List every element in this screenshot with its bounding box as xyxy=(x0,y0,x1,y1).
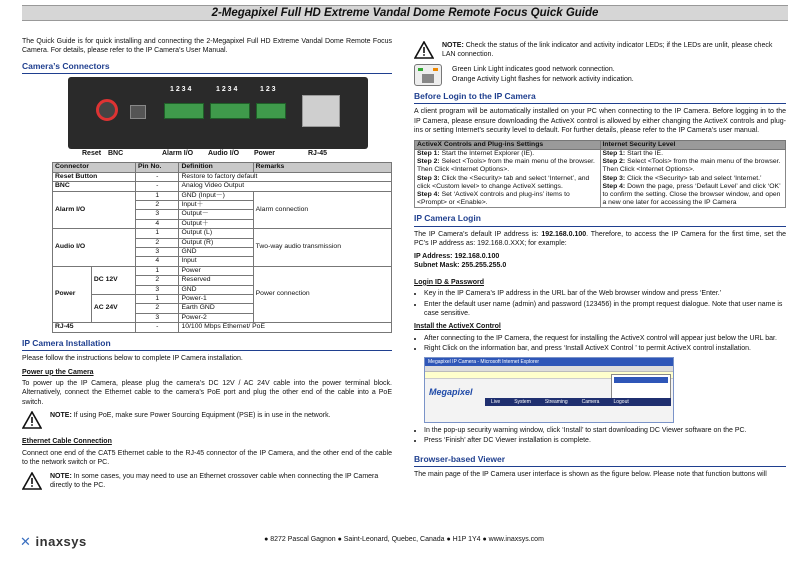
screenshot-titlebar: Megapixel IP Camera - Microsoft Internet Explorer xyxy=(425,358,673,366)
step-text: Select <Tools> from the main menu of the browser. Then Click <Internet Options>. xyxy=(602,158,781,174)
default-ip: 192.168.0.100 xyxy=(541,230,587,238)
cell: - xyxy=(135,172,179,181)
step-text: Start the IE. xyxy=(627,150,663,158)
eth-text: Connect one end of the CAT5 Ethernet cable to the RJ-45 connector of the IP Camera, and the other end of the cable to the network switch or PC. xyxy=(22,449,392,467)
power-heading: Power up the Camera xyxy=(22,368,94,376)
login-text-b: . Therefore, to access the IP Camera for the first time, set the PC’s IP address as: 192.168.0.XXX; for example: xyxy=(414,230,786,248)
tab-streaming: Streaming xyxy=(544,398,568,405)
led-note-text: Check the status of the link indicator and activity indicator LEDs; if the LEDs are unlit, please check LAN connection. xyxy=(442,42,773,59)
note-label: NOTE: xyxy=(50,412,72,420)
popup-bullets xyxy=(424,426,786,446)
th-remarks: Remarks xyxy=(253,163,391,172)
power-text: To power up the IP Camera, please plug the camera’s DC 12V / AC 24V cable into the power terminal block. Alternatively, connect the Ethernet cable to the camera’s PoE port and plug the other end of the cable into a PoE switch. xyxy=(22,380,392,406)
intro-text: The Quick Guide is for quick installing and connecting the 2-Megapixel Full HD Extreme Vandal Dome Remote Focus Camera. For details, please refer to the IP Camera’s User Manual. xyxy=(22,38,392,55)
cell: 3 xyxy=(135,313,179,322)
cell: - xyxy=(135,323,179,332)
cell: Earth GND xyxy=(179,304,253,313)
crossover-note-text: In some cases, you may need to use an Ethernet crossover cable when connecting the IP Camera directly to the PC. xyxy=(50,472,379,490)
alarm-io-terminal xyxy=(164,103,204,119)
step-text: Set ‘ActiveX controls and plug-ins’ items to <Prompt> or <Enable>. xyxy=(417,191,570,207)
crossover-note xyxy=(22,472,392,491)
label-bnc: BNC xyxy=(108,150,124,158)
settings-steps-table xyxy=(414,140,786,209)
cell: GND xyxy=(179,248,253,257)
security-steps xyxy=(600,150,786,208)
cell: Two-way audio transmission xyxy=(253,229,391,267)
tab-system: System xyxy=(514,398,531,405)
orange-led-icon xyxy=(433,68,438,71)
tab-logout: Logout xyxy=(613,398,629,405)
list-item: • In the pop-up security warning window, click ‘Install’ to start downloading DC Viewer software on the PC. xyxy=(424,426,786,435)
cell: Analog Video Output xyxy=(179,182,392,191)
warning-icon xyxy=(414,41,434,59)
led-legend xyxy=(414,64,786,86)
step-text: Down the page, press ‘Default Level’ and click ‘OK’ to confirm the setting. Close the browser window, and open a new one later for accessing the IP Camera xyxy=(602,182,781,207)
step-label: Step 4: xyxy=(602,182,626,190)
right-column xyxy=(414,41,786,483)
menu-highlight xyxy=(614,377,668,383)
alarm-pin-numbers: 1 2 3 4 xyxy=(170,86,192,94)
step-label: Step 3: xyxy=(602,174,626,182)
cell: Output－ xyxy=(179,210,253,219)
cell: 1 xyxy=(135,191,179,200)
login-bullets xyxy=(424,289,786,318)
cell: Power xyxy=(179,266,253,275)
cell: Power connection xyxy=(253,266,391,322)
cell: Input＋ xyxy=(179,200,253,209)
cell: Restore to factory default xyxy=(179,172,392,181)
activex-heading: Install the ActiveX Control xyxy=(414,323,501,331)
subnet-mask-line: Subnet Mask: 255.255.255.0 xyxy=(414,262,507,270)
steps-header-security: Internet Security Level xyxy=(600,140,786,149)
row-reset-name: Reset Button xyxy=(53,172,136,181)
row-rj45-name: RJ-45 xyxy=(53,323,136,332)
list-item: • Right Click on the information bar, and press ‘Install ActiveX Control ’ to permit ActiveX control installation. xyxy=(424,344,786,353)
cell: Power-2 xyxy=(179,313,253,322)
screenshot-tabs xyxy=(485,398,671,406)
cell: 1 xyxy=(135,229,179,238)
step-label: Step 2: xyxy=(602,158,626,166)
led-note xyxy=(414,41,786,60)
cell: 4 xyxy=(135,257,179,266)
warning-icon xyxy=(22,411,42,429)
screenshot-logo: Megapixel xyxy=(429,386,473,397)
audio-io-terminal xyxy=(210,103,250,119)
bnc-port xyxy=(130,105,146,119)
label-power: Power xyxy=(254,150,276,158)
cell: DC 12V xyxy=(91,266,135,294)
cell: 2 xyxy=(135,238,179,247)
cell: 2 xyxy=(135,200,179,209)
cell: GND xyxy=(179,285,253,294)
jack-icon xyxy=(422,74,434,83)
label-reset: Reset xyxy=(82,150,102,158)
rj45-led-icon xyxy=(414,64,442,86)
step-label: Step 1: xyxy=(417,150,440,158)
step-label: Step 1: xyxy=(602,150,626,158)
step-label: Step 4: xyxy=(417,191,440,199)
orange-led-text: Orange Activity Light flashes for network activity indication. xyxy=(452,75,634,83)
logo-text: inaxsys xyxy=(35,534,87,549)
power-terminal xyxy=(256,103,286,119)
installation-heading: IP Camera Installation xyxy=(22,338,392,351)
poe-note xyxy=(22,411,392,429)
login-text xyxy=(414,230,786,249)
cell: 1 xyxy=(135,295,179,304)
before-login-heading: Before Login to the IP Camera xyxy=(414,91,786,104)
cell: Input xyxy=(179,257,253,266)
cell: 3 xyxy=(135,285,179,294)
rj45-port xyxy=(302,95,340,127)
power-pin-numbers: 1 2 3 xyxy=(260,86,276,94)
list-item: • Press ‘Finish’ after DC Viewer installation is complete. xyxy=(424,436,786,445)
cell: Reserved xyxy=(179,276,253,285)
poe-note-text: If using PoE, make sure Power Sourcing Equipment (PSE) is in use in the network. xyxy=(73,412,331,420)
left-column xyxy=(22,37,392,495)
warning-icon xyxy=(22,472,42,490)
cell: Power-1 xyxy=(179,295,253,304)
reset-circle xyxy=(96,99,118,121)
list-item: • Key in the IP Camera’s IP address in the URL bar of the Web browser window and press ‘Enter.’ xyxy=(424,289,786,298)
cell: 2 xyxy=(135,276,179,285)
list-item: • Enter the default user name (admin) and password (123456) in the prompt request dialogue. Note that user name is case sensitive. xyxy=(424,300,786,319)
eth-heading: Ethernet Cable Connection xyxy=(22,438,112,446)
logo-mark-icon: ✕ xyxy=(20,534,32,549)
audio-pin-numbers: 1 2 3 4 xyxy=(216,86,238,94)
screenshot-context-menu xyxy=(611,374,671,400)
step-label: Step 2: xyxy=(417,158,440,166)
tab-live: Live xyxy=(491,398,501,405)
row-audio-name: Audio I/O xyxy=(53,229,136,267)
cell: 3 xyxy=(135,210,179,219)
connector-table xyxy=(52,162,392,332)
step-text: Click the <Security> tab and select ‘Internet’, and click <Custom level> to change ActiveX settings. xyxy=(417,174,590,190)
note-label: NOTE: xyxy=(50,472,72,480)
step-text: Click the <Security> tab and select ‘Internet.’ xyxy=(627,174,762,182)
cell: 1 xyxy=(135,266,179,275)
row-alarm-name: Alarm I/O xyxy=(53,191,136,229)
cell: 4 xyxy=(135,219,179,228)
step-text: Select <Tools> from the main menu of the browser. Then Click <Internet Options>. xyxy=(417,158,595,174)
green-led-text: Green Link Light indicates good network connection. xyxy=(452,66,615,74)
connector-photo xyxy=(68,77,368,149)
installation-intro: Please follow the instructions below to complete IP Camera installation. xyxy=(22,355,243,363)
cell: 3 xyxy=(135,248,179,257)
cell: Output (L) xyxy=(179,229,253,238)
cell: GND (Input－) xyxy=(179,191,253,200)
step-text: Start the Internet Explorer (IE). xyxy=(441,150,535,158)
label-rj45: RJ-45 xyxy=(308,150,328,158)
cell: - xyxy=(135,182,179,191)
browser-viewer-heading: Browser-based Viewer xyxy=(414,454,786,467)
browser-viewer-text: The main page of the IP Camera user interface is shown as the figure below. Please note that function buttons will xyxy=(414,471,767,479)
connectors-heading: Camera’s Connectors xyxy=(22,61,392,74)
cell: Output (R) xyxy=(179,238,253,247)
step-label: Step 3: xyxy=(417,174,440,182)
footer-address: ● 8272 Pascal Gagnon ● Saint-Leonard, Quebec, Canada ● H1P 1Y4 ● www.inaxsys.com xyxy=(264,536,544,543)
steps-header-activex: ActiveX Controls and Plug-ins Settings xyxy=(415,140,601,149)
cell: Output＋ xyxy=(179,219,253,228)
tab-camera: Camera xyxy=(581,398,600,405)
cell: Alarm connection xyxy=(253,191,391,229)
login-heading: IP Camera Login xyxy=(414,213,786,226)
note-label: NOTE: xyxy=(442,42,464,49)
browser-screenshot xyxy=(424,357,674,423)
label-alarm: Alarm I/O xyxy=(162,150,194,158)
list-item: • After connecting to the IP Camera, the request for installing the ActiveX control will appear just below the URL bar. xyxy=(424,334,786,343)
cell: 10/100 Mbps Ethernet/ PoE xyxy=(179,323,392,332)
label-audio: Audio I/O xyxy=(208,150,240,158)
connector-labels xyxy=(68,149,392,159)
login-text-a: The IP Camera’s default IP address is: xyxy=(414,230,542,238)
cell: 2 xyxy=(135,304,179,313)
page-title: 2-Megapixel Full HD Extreme Vandal Dome Remote Focus Quick Guide xyxy=(22,5,788,21)
row-power-name: Power xyxy=(53,266,92,322)
th-definition: Definition xyxy=(179,163,253,172)
cell: AC 24V xyxy=(91,295,135,323)
th-pin: Pin No. xyxy=(135,163,179,172)
activex-bullets xyxy=(424,334,786,354)
activex-steps xyxy=(415,150,601,208)
th-connector: Connector xyxy=(53,163,136,172)
login-id-heading: Login ID & Password xyxy=(414,278,485,286)
green-led-icon xyxy=(418,68,423,71)
before-login-text: A client program will be automatically installed on your PC when connecting to the IP Camera. Before logging in to the IP Camera, please ensure downloading the ActiveX control is allowed by either changing the ActiveX controls and plug-ins or setting Internet’s security level to default. For further details, please refer to the IP Camera’s user manual. xyxy=(414,108,786,135)
row-bnc-name: BNC xyxy=(53,182,136,191)
ip-address-line: IP Address: 192.168.0.100 xyxy=(414,252,500,260)
